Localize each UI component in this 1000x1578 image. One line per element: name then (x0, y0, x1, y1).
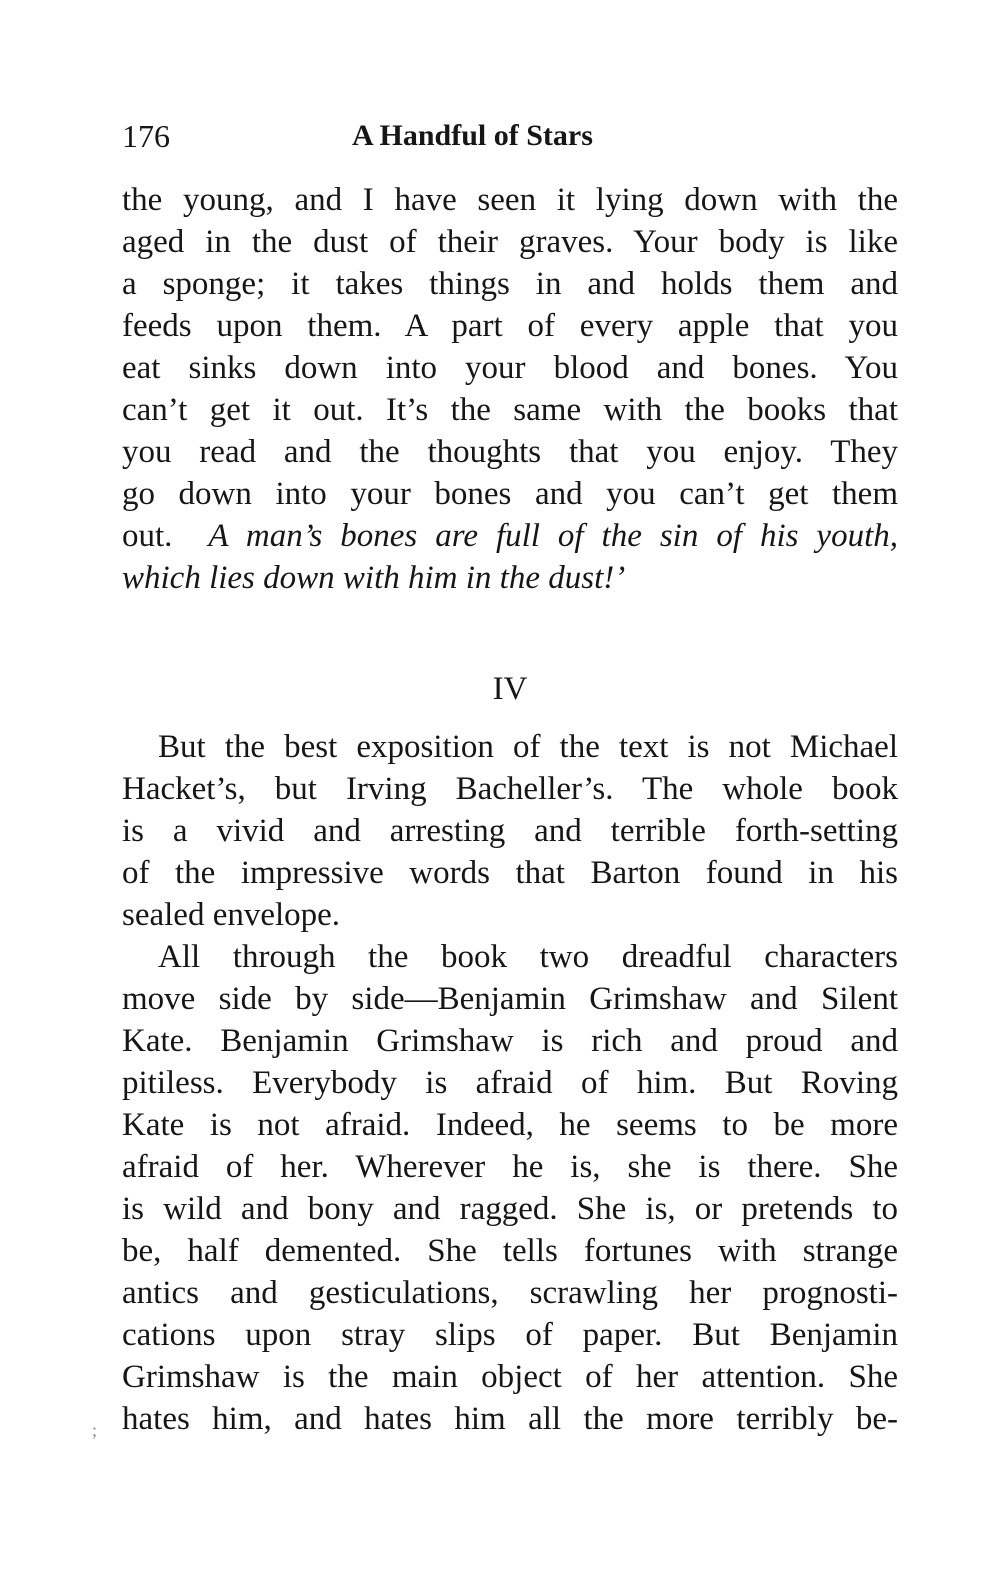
text-line: move side by side—Benjamin Grimshaw and Silent (122, 981, 898, 1017)
text-line: pitiless. Everybody is afraid of him. But Roving (122, 1065, 898, 1101)
page-number: 176 (122, 118, 170, 154)
text-line: feeds upon them. A part of every apple that you (122, 308, 898, 344)
paragraph-body (122, 726, 898, 1440)
margin-mark: ; (92, 1420, 98, 1440)
text-line: is a vivid and arresting and terrible forth-setting (122, 813, 898, 849)
text-line: cations upon stray slips of paper. But Benjamin (122, 1317, 898, 1353)
text-line: of the impressive words that Barton found in his (122, 855, 898, 891)
text-line: aged in the dust of their graves. Your body is like (122, 224, 898, 260)
text-line-mixed (122, 515, 898, 557)
italic-quote: A man’s bones are full of the sin of his youth, (208, 518, 898, 554)
text-line: Grimshaw is the main object of her attention. She (122, 1359, 898, 1395)
text-line: All through the book two dreadful characters (158, 939, 898, 975)
text-line: is wild and bony and ragged. She is, or pretends to (122, 1191, 898, 1227)
plain-text: out. (122, 518, 173, 554)
italic-quote-end: which lies down with him in the dust!’ (122, 560, 626, 596)
text-line: Kate. Benjamin Grimshaw is rich and proud and (122, 1023, 898, 1059)
text-line: go down into your bones and you can’t get them (122, 476, 898, 512)
text-line: eat sinks down into your blood and bones. You (122, 350, 898, 386)
text-line: hates him, and hates him all the more terribly be- (122, 1401, 898, 1437)
section-heading: IV (492, 671, 528, 707)
text-line: a sponge; it takes things in and holds them and (122, 266, 898, 302)
text-line: afraid of her. Wherever he is, she is there. She (122, 1149, 898, 1185)
running-head (122, 112, 898, 160)
text-line: Kate is not afraid. Indeed, he seems to be more (122, 1107, 898, 1143)
text-line: you read and the thoughts that you enjoy. They (122, 434, 898, 470)
text-line: Hacket’s, but Irving Bacheller’s. The whole book (122, 771, 898, 807)
text-line: antics and gesticulations, scrawling her prognosti- (122, 1275, 898, 1311)
text-line: the young, and I have seen it lying down with the (122, 182, 898, 218)
text-line: be, half demented. She tells fortunes with strange (122, 1233, 898, 1269)
text-line: But the best exposition of the text is not Michael (158, 729, 898, 765)
text-line: sealed envelope. (122, 897, 341, 933)
paragraph-continued (122, 179, 898, 599)
text-line: can’t get it out. It’s the same with the books that (122, 392, 898, 428)
book-title: A Handful of Stars (352, 119, 593, 152)
